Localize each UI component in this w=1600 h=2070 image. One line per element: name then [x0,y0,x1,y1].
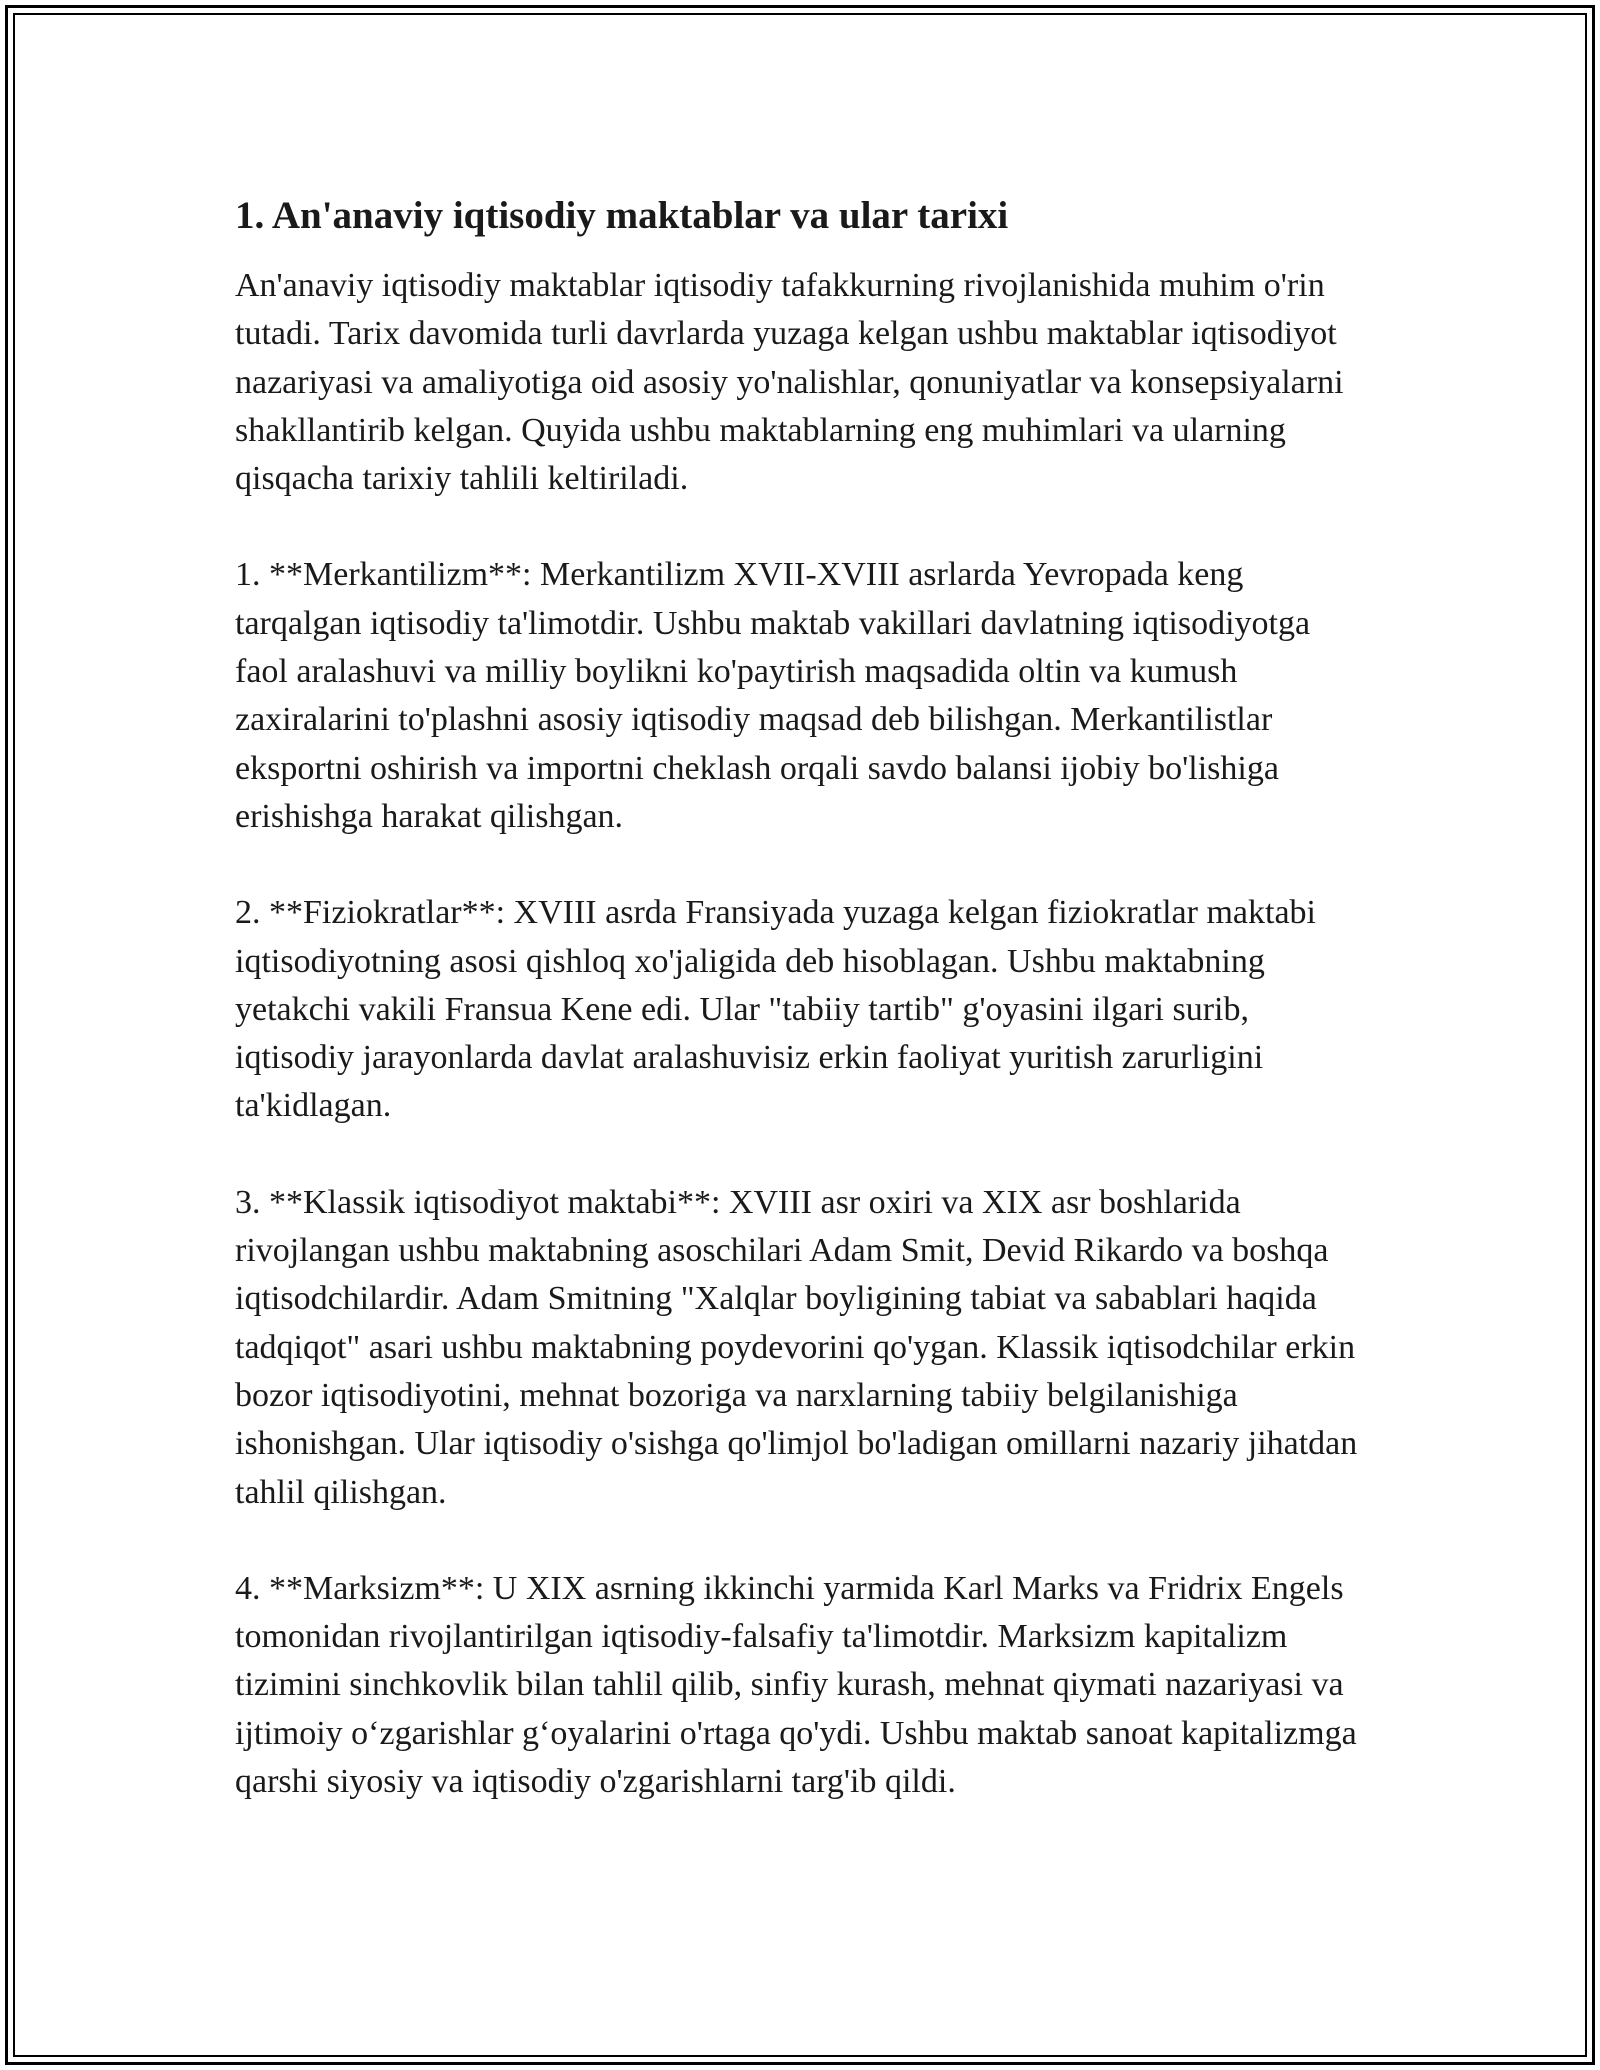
document-body [235,180,1370,1854]
marksizm-paragraph: 4. **Marksizm**: U XIX asrning ikkinchi yarmida Karl Marks va Fridrix Engels tomonidan rivojlantirilgan iqtisodiy-falsafiy ta'limotdir. Marksizm kapitalizm tizimini sinchkovlik bilan tahlil qilib, sinfiy kurash, mehnat qiymati nazariyasi va ijtimoiy oʻzgarishlar gʻoyalarini o'rtaga qo'ydi. Ushbu maktab sanoat kapitalizmga qarshi siyosiy va iqtisodiy o'zgarishlarni targ'ib qildi. [235,1569,1357,1801]
fiziokratlar-paragraph: 2. **Fiziokratlar**: XVIII asrda Fransiyada yuzaga kelgan fiziokratlar maktabi iqtisodiyotning asosi qishloq xo'jaligida deb hisoblagan. Ushbu maktabning yetakchi vakili Fransua Kene edi. Ular "tabiiy tartib" g'oyasini ilgari surib, iqtisodiy jarayonlarda davlat aralashuvisiz erkin faoliyat yuritish zarurligini ta'kidlagan. [235,894,1316,1125]
page-title: 1. An'anaviy iqtisodiy maktablar va ular tarixi [235,194,1009,237]
klassik-iqtisodiyot-paragraph: 3. **Klassik iqtisodiyot maktabi**: XVIII asr oxiri va XIX asr boshlarida rivojlangan ushbu maktabning asoschilari Adam Smit, Devid Rikardo va boshqa iqtisodchilardir. Adam Smitning "Xalqlar boyligining tabiat va sabablari haqida tadqiqot" asari ushbu maktabning poydevorini qo'ygan. Klassik iqtisodchilar erkin bozor iqtisodiyotini, mehnat bozoriga va narxlarning tabiiy belgilanishiga ishonishgan. Ular iqtisodiy o'sishga qo'limjol bo'ladigan omillarni nazariy jihatdan tahlil qilishgan. [235,1183,1358,1511]
merkantilizm-paragraph: 1. **Merkantilizm**: Merkantilizm XVII-XVIII asrlarda Yevropada keng tarqalgan iqtisodiy ta'limotdir. Ushbu maktab vakillari davlatning iqtisodiyotga faol aralashuvi va milliy boylikni ko'paytirish maqsadida oltin va kumush zaxiralarini to'plashni asosiy iqtisodiy maqsad deb bilishgan. Merkantilistlar eksportni oshirish va importni cheklash orqali savdo balansi ijobiy bo'lishiga erishishga harakat qilishgan. [235,556,1311,835]
intro-paragraph: An'anaviy iqtisodiy maktablar iqtisodiy tafakkurning rivojlanishida muhim o'rin tutadi. Tarix davomida turli davrlarda yuzaga kelgan ushbu maktablar iqtisodiyot nazariyasi va amaliyotiga oid asosiy yo'nalishlar, qonuniyatlar va konsepsiyalarni shakllantirib kelgan. Quyida ushbu maktablarning eng muhimlari va ularning qisqacha tarixiy tahlili keltiriladi. [235,267,1344,498]
